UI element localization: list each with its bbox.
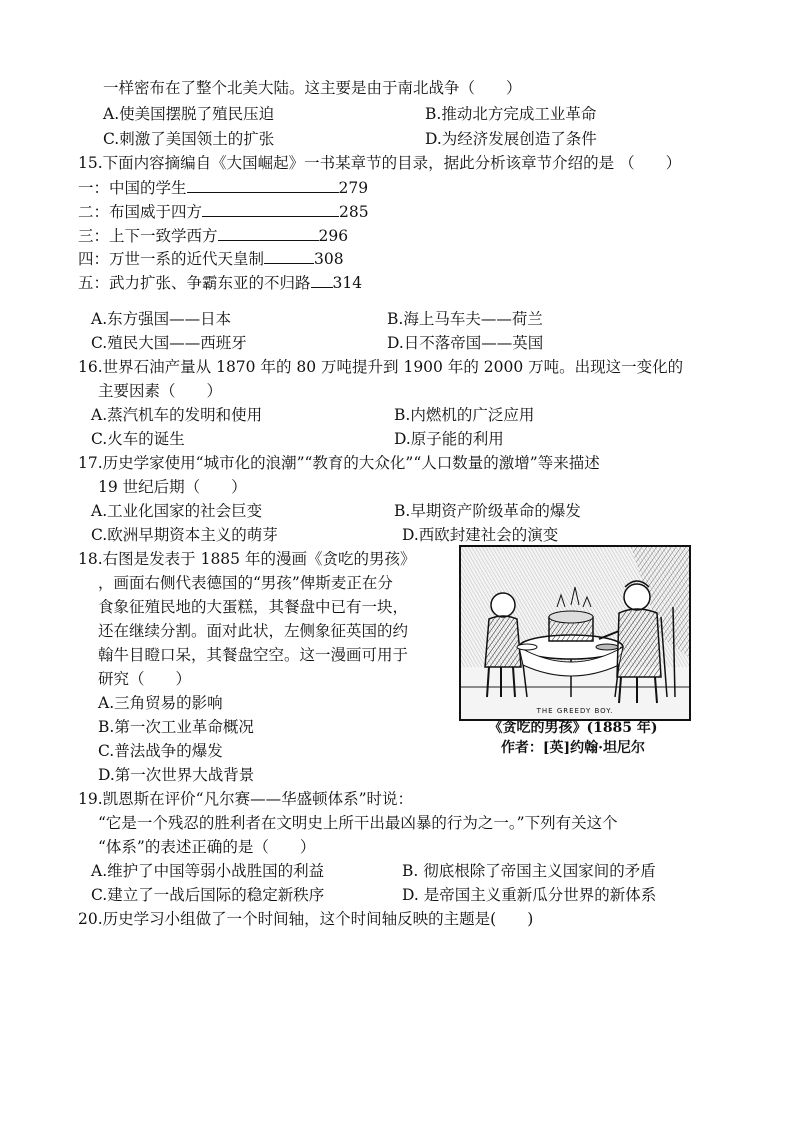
q17-option-b: B.早期资产阶级革命的爆发: [394, 502, 581, 520]
q15-option-c: C.殖民大国——西班牙: [91, 334, 247, 352]
q17-stem-cont: 19 世纪后期（ ）: [98, 478, 247, 496]
toc-page: 314: [332, 274, 363, 292]
toc-leader: [264, 249, 314, 264]
q18-stem-line6: 研究（ ）: [98, 670, 192, 688]
q15-option-d: D.日不落帝国——英国: [387, 334, 544, 352]
q18-stem: 18.右图是发表于 1885 年的漫画《贪吃的男孩》: [78, 550, 416, 568]
q19-option-c: C.建立了一战后国际的稳定新秩序: [91, 886, 325, 904]
toc-entry: [78, 201, 369, 223]
q16-option-b: B.内燃机的广泛应用: [394, 406, 535, 424]
toc-entry: [78, 225, 348, 247]
cartoon-image: [459, 545, 691, 721]
q18-stem-line5: 翰牛目瞪口呆，其餐盘空空。这一漫画可用于: [98, 646, 409, 664]
toc-leader: [311, 273, 333, 288]
q18-option-d: D.第一次世界大战背景: [98, 766, 255, 784]
q14-stem-cont: 一样密布在了整个北美大陆。这主要是由于南北战争（ ）: [103, 79, 522, 97]
q18-stem-line2: ，画面右侧代表德国的“男孩”俾斯麦正在分: [98, 574, 393, 592]
cartoon-illustration: [461, 547, 689, 719]
q19-stem-cont: “体系”的表述正确的是（ ）: [98, 838, 316, 856]
toc-label: 四：万世一系的近代天皇制: [78, 250, 265, 268]
toc-page: 279: [338, 179, 369, 197]
q17-option-d: D.西欧封建社会的演变: [402, 526, 559, 544]
q17-option-a: A.工业化国家的社会巨变: [91, 502, 263, 520]
q19-option-a: A.维护了中国等弱小战胜国的利益: [91, 862, 325, 880]
toc-entry: [78, 248, 344, 270]
q18-option-b: B.第一次工业革命概况: [98, 718, 254, 736]
toc-label: 二：布国威于四方: [78, 203, 203, 221]
q19-option-d: D. 是帝国主义重新瓜分世界的新体系: [402, 886, 657, 904]
q17-option-c: C.欧洲早期资本主义的萌芽: [91, 526, 278, 544]
toc-leader: [218, 226, 319, 241]
q14-option-c: C.刺激了美国领土的扩张: [103, 130, 275, 148]
q16-option-a: A.蒸汽机车的发明和使用: [91, 406, 263, 424]
q16-stem: 16.世界石油产量从 1870 年的 80 万吨提升到 1900 年的 2000 万吨。出现这一变化的: [78, 358, 684, 376]
q16-option-d: D.原子能的利用: [394, 430, 504, 448]
q18-stem-line3: 食象征殖民地的大蛋糕，其餐盘中已有一块，: [98, 598, 409, 616]
q14-option-b: B.推动北方完成工业革命: [425, 105, 597, 123]
q19-option-b: B. 彻底根除了帝国主义国家间的矛盾: [402, 862, 656, 880]
q19-stem-quote: “它是一个残忍的胜利者在文明史上所干出最凶暴的行为之一。”下列有关这个: [98, 814, 618, 832]
toc-label: 五：武力扩张、争霸东亚的不归路: [78, 274, 311, 292]
q18-option-c: C.普法战争的爆发: [98, 742, 223, 760]
figure-caption-author: 作者：[英]约翰·坦尼尔: [500, 740, 646, 756]
toc-page: 296: [318, 227, 349, 245]
q14-option-a: A.使美国摆脱了殖民压迫: [103, 105, 275, 123]
q15-option-a: A.东方强国——日本: [91, 310, 232, 328]
q16-option-c: C.火车的诞生: [91, 430, 185, 448]
toc-leader: [187, 178, 339, 193]
cartoon-inner-caption: THE GREEDY BOY.: [536, 707, 614, 715]
q18-stem-line4: 还在继续分割。面对此状，左侧象征英国的约: [98, 622, 409, 640]
toc-entry: [78, 177, 368, 199]
toc-entry: [78, 272, 362, 294]
toc-leader: [202, 202, 339, 217]
q15-stem: 15.下面内容摘编自《大国崛起》一书某章节的目录，据此分析该章节介绍的是 （ ）: [78, 154, 682, 172]
toc-page: 285: [339, 203, 369, 221]
q18-option-a: A.三角贸易的影响: [98, 694, 223, 712]
toc-label: 三：上下一致学西方: [78, 227, 218, 245]
q16-stem-cont: 主要因素（ ）: [98, 382, 223, 400]
q17-stem: 17.历史学家使用“城市化的浪潮”“教育的大众化”“人口数量的激增”等来描述: [78, 454, 600, 472]
toc-page: 308: [314, 250, 344, 268]
figure-caption-title: 《贪吃的男孩》(1885 年): [488, 720, 658, 736]
q19-stem: 19.凯恩斯在评价“凡尔赛——华盛顿体系”时说：: [78, 790, 413, 808]
q15-option-b: B.海上马车夫——荷兰: [387, 310, 543, 328]
q14-option-d: D.为经济发展创造了条件: [425, 130, 597, 148]
q20-stem: 20.历史学习小组做了一个时间轴，这个时间轴反映的主题是( ): [78, 910, 534, 928]
toc-label: 一：中国的学生: [78, 179, 187, 197]
